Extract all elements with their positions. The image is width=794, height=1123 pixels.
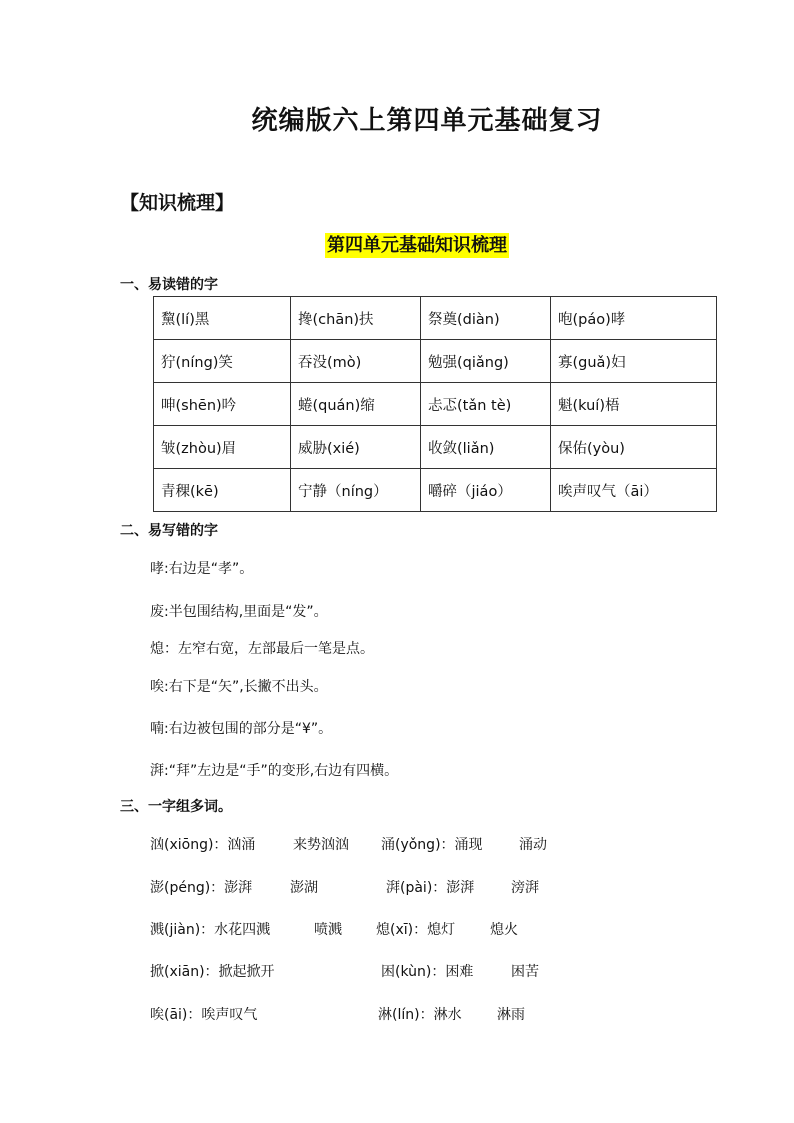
word-group-entry: 汹(xiōng)：汹涌: [150, 837, 256, 853]
word-group-extra: 喷溅: [314, 922, 342, 938]
table-cell: 保佑(yòu): [551, 426, 717, 469]
miswritten-line: 废:半包围结构,里面是“发”。: [150, 604, 328, 620]
word-group-extra: 困苦: [511, 964, 539, 980]
highlight-title-wrapper: [0, 231, 794, 257]
miswritten-line: 熄：左窄右宽，左部最后一笔是点。: [150, 641, 374, 657]
table-cell: 皱(zhòu)眉: [154, 426, 291, 469]
word-group-entry: 澎(péng)：澎湃: [150, 880, 253, 896]
word-group-entry: 困(kùn)：困难: [381, 964, 474, 980]
table-cell: 魁(kuí)梧: [551, 383, 717, 426]
miswritten-line: 唉:右下是“矢”,长撇不出头。: [150, 679, 328, 695]
word-group-extra: 澎湖: [290, 880, 318, 896]
word-group-extra: 涌动: [519, 837, 547, 853]
table-cell: 黧(lí)黑: [154, 297, 291, 340]
table-cell: 威胁(xié): [291, 426, 421, 469]
word-group-entry: 掀(xiān)：掀起掀开: [150, 964, 275, 980]
word-group-entry: 熄(xī)：熄灯: [376, 922, 456, 938]
word-group-entry: 涌(yǒng)：涌现: [381, 837, 483, 853]
miswritten-line: 喃:右边被包围的部分是“¥”。: [150, 721, 333, 737]
miswritten-line: 哮:右边是“孝”。: [150, 561, 254, 577]
word-group-entry: 溅(jiàn)：水花四溅: [150, 922, 271, 938]
word-group-entry: 湃(pài)：澎湃: [386, 880, 475, 896]
table-row: [154, 469, 717, 512]
table-cell: 宁静（níng）: [291, 469, 421, 512]
table-cell: 吞没(mò): [291, 340, 421, 383]
table-row: [154, 340, 717, 383]
word-group-entry: 唉(āi)：唉声叹气: [150, 1007, 258, 1023]
highlight-title: 第四单元基础知识梳理: [327, 235, 507, 256]
table-cell: 呻(shēn)吟: [154, 383, 291, 426]
table-cell: 寡(guǎ)妇: [551, 340, 717, 383]
table-row: [154, 383, 717, 426]
table-cell: 搀(chān)扶: [291, 297, 421, 340]
table-cell: 咆(páo)哮: [551, 297, 717, 340]
word-group-entry: 淋(lín)：淋水: [378, 1007, 462, 1023]
table-cell: 狞(níng)笑: [154, 340, 291, 383]
table-row: [154, 297, 717, 340]
table-cell: 勉强(qiǎng): [421, 340, 551, 383]
misread-characters-table: [153, 296, 717, 512]
table-cell: 祭奠(diàn): [421, 297, 551, 340]
knowledge-heading: 【知识梳理】: [120, 192, 235, 214]
word-group-extra: 熄火: [490, 922, 518, 938]
table-cell: 蜷(quán)缩: [291, 383, 421, 426]
miswritten-line: 湃:“拜”左边是“手”的变形,右边有四横。: [150, 763, 399, 779]
table-cell: 收敛(liǎn): [421, 426, 551, 469]
page-title: 统编版六上第四单元基础复习: [251, 106, 603, 136]
word-group-extra: 滂湃: [511, 880, 539, 896]
section-heading-misread: 一、易读错的字: [120, 277, 218, 293]
table-cell: 忐忑(tǎn tè): [421, 383, 551, 426]
table-cell: 唉声叹气（āi）: [551, 469, 717, 512]
section-heading-word-groups: 三、一字组多词。: [120, 799, 232, 815]
table-row: [154, 426, 717, 469]
table-cell: 青稞(kē): [154, 469, 291, 512]
table-cell: 嚼碎（jiáo）: [421, 469, 551, 512]
section-heading-miswritten: 二、易写错的字: [120, 523, 218, 539]
word-group-extra: 来势汹汹: [293, 837, 349, 853]
word-group-extra: 淋雨: [497, 1007, 525, 1023]
